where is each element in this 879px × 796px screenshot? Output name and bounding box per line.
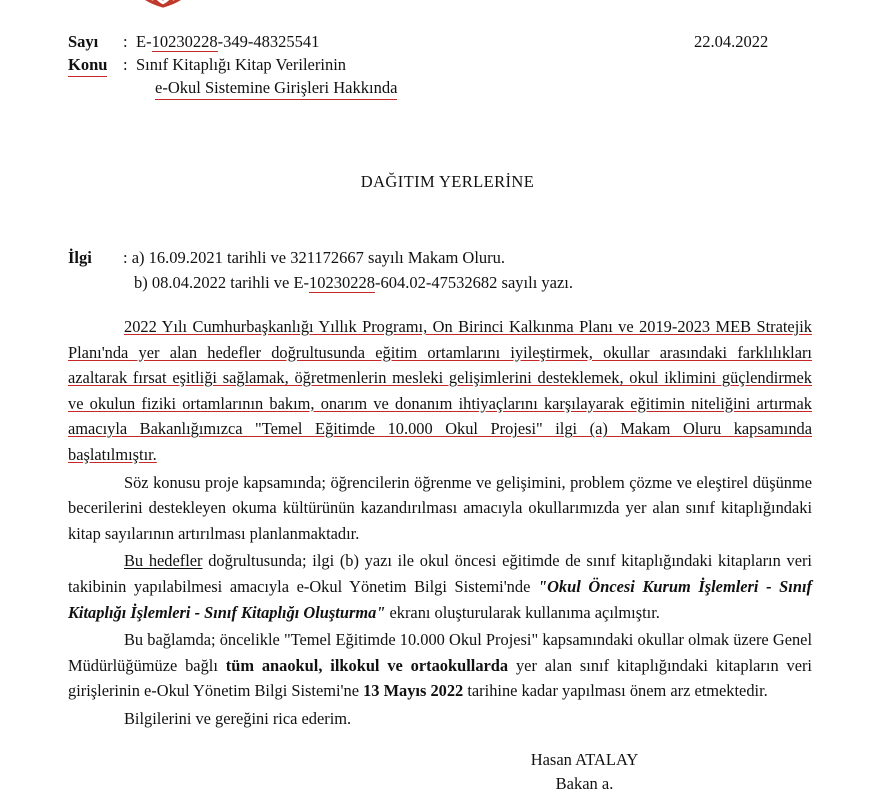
paragraph-3-emphasis: Bu hedefler	[124, 551, 203, 571]
konu-label: Konu	[68, 53, 107, 77]
ilgi-b-code: 10230228	[309, 273, 376, 292]
paragraph-4-text-b: yer alan sınıf kitaplığındaki kitapların veri girişlerinin e-Okul Yönetim Bilgi Sistemi'ne	[68, 655, 812, 701]
konu-row-2	[0, 76, 879, 99]
sayi-colon: :	[123, 32, 128, 51]
paragraph-4	[68, 627, 812, 704]
paragraph-1: 2022 Yılı Cumhurbaşkanlığı Yıllık Programı, On Birinci Kalkınma Planı ve 2019-2023 MEB Stratejik Planı'nda yer alan hedefler doğrultusunda eğitim ortamlarını iyileştirmek, okullar arasındaki farklılıkları azaltarak fırsat eşitliği sağlamak, öğretmenlerin mesleki gelişimlerini desteklemek, okul iklimini güçlendirmek ve okulun fiziki ortamlarının bakım, onarım ve donanım ihtiyaçlarını karşılayarak eğitimin niteliğini artırmak amacıyla Bakanlığımızca "Temel Eğitimde 10.000 Okul Projesi" ilgi (a) Makam Oluru kapsamında başlatılmıştır.	[68, 317, 812, 464]
state-emblem-icon	[118, 0, 208, 12]
sayi-label: Sayı	[68, 32, 99, 51]
document-header	[0, 30, 879, 99]
paragraph-4-schools: tüm anaokul, ilkokul ve ortaokullarda	[225, 655, 509, 675]
paragraph-4-text-a: Bu bağlamda; öncelikle "Temel Eğitimde 10.000 Okul Projesi" kapsamındaki okullar olmak üzere Genel Müdürlüğümüze bağlı	[68, 630, 812, 675]
paragraph-4-text-c: tarihine kadar yapılması önem arz etmektedir.	[463, 681, 768, 701]
paragraph-2: Söz konusu proje kapsamında; öğrencilerin öğrenme ve gelişimini, problem çözme ve eleştirel düşünme becerilerini destekleyen okuma kültürünün kazandırılması amacıyla okullarımızda yer alan sınıf kitaplığındaki kitap sayılarının artırılması planlanmaktadır.	[68, 472, 812, 543]
recipient-line: DAĞITIM YERLERİNE	[360, 172, 535, 191]
ilgi-b-prefix: b) 08.04.2022 tarihli ve E-	[134, 273, 310, 292]
konu-row	[0, 53, 879, 76]
document-date: 22.04.2022	[694, 32, 769, 51]
sayi-prefix: E-	[136, 32, 152, 51]
ilgi-label: İlgi	[68, 248, 92, 267]
ilgi-b-suffix: -604.02-47532682 sayılı yazı.	[375, 273, 574, 292]
paragraph-4-deadline: 13 Mayıs 2022	[363, 681, 464, 701]
konu-line-2: e-Okul Sistemine Girişleri Hakkında	[155, 76, 397, 100]
ilgi-item-a: : a) 16.09.2021 tarihli ve 321172667 sayılı Makam Oluru.	[123, 248, 506, 267]
sayi-suffix: -349-48325541	[217, 32, 320, 51]
paragraph-5: Bilgilerini ve gereğini rica ederim.	[124, 708, 352, 728]
signatory-title: Bakan a.	[555, 774, 614, 793]
konu-line-1: Sınıf Kitaplığı Kitap Verilerinin	[136, 55, 347, 74]
paragraph-3-text-a: doğrultusunda; ilgi (b) yazı ile okul öncesi eğitimde de sınıf kitaplığındaki kitapların veri takibinin yapılabilmesi amacıyla e-Okul Yönetim Bilgi Sistemi'nde	[68, 551, 812, 596]
paragraph-3	[68, 548, 812, 625]
sayi-row	[0, 30, 879, 53]
signatory-name: Hasan ATALAY	[530, 750, 639, 769]
sayi-code: 10230228	[151, 32, 218, 51]
document-body	[68, 314, 812, 734]
paragraph-3-screen-path: "Okul Öncesi Kurum İşlemleri - Sınıf Kitaplığı İşlemleri - Sınıf Kitaplığı Oluşturma"	[68, 576, 812, 622]
sayi-value	[136, 30, 319, 53]
signature-block	[0, 748, 879, 796]
paragraph-3-text-b: ekranı oluşturularak kullanıma açılmıştır.	[385, 602, 660, 622]
konu-colon: :	[123, 55, 128, 74]
ilgi-item-b	[134, 270, 573, 295]
